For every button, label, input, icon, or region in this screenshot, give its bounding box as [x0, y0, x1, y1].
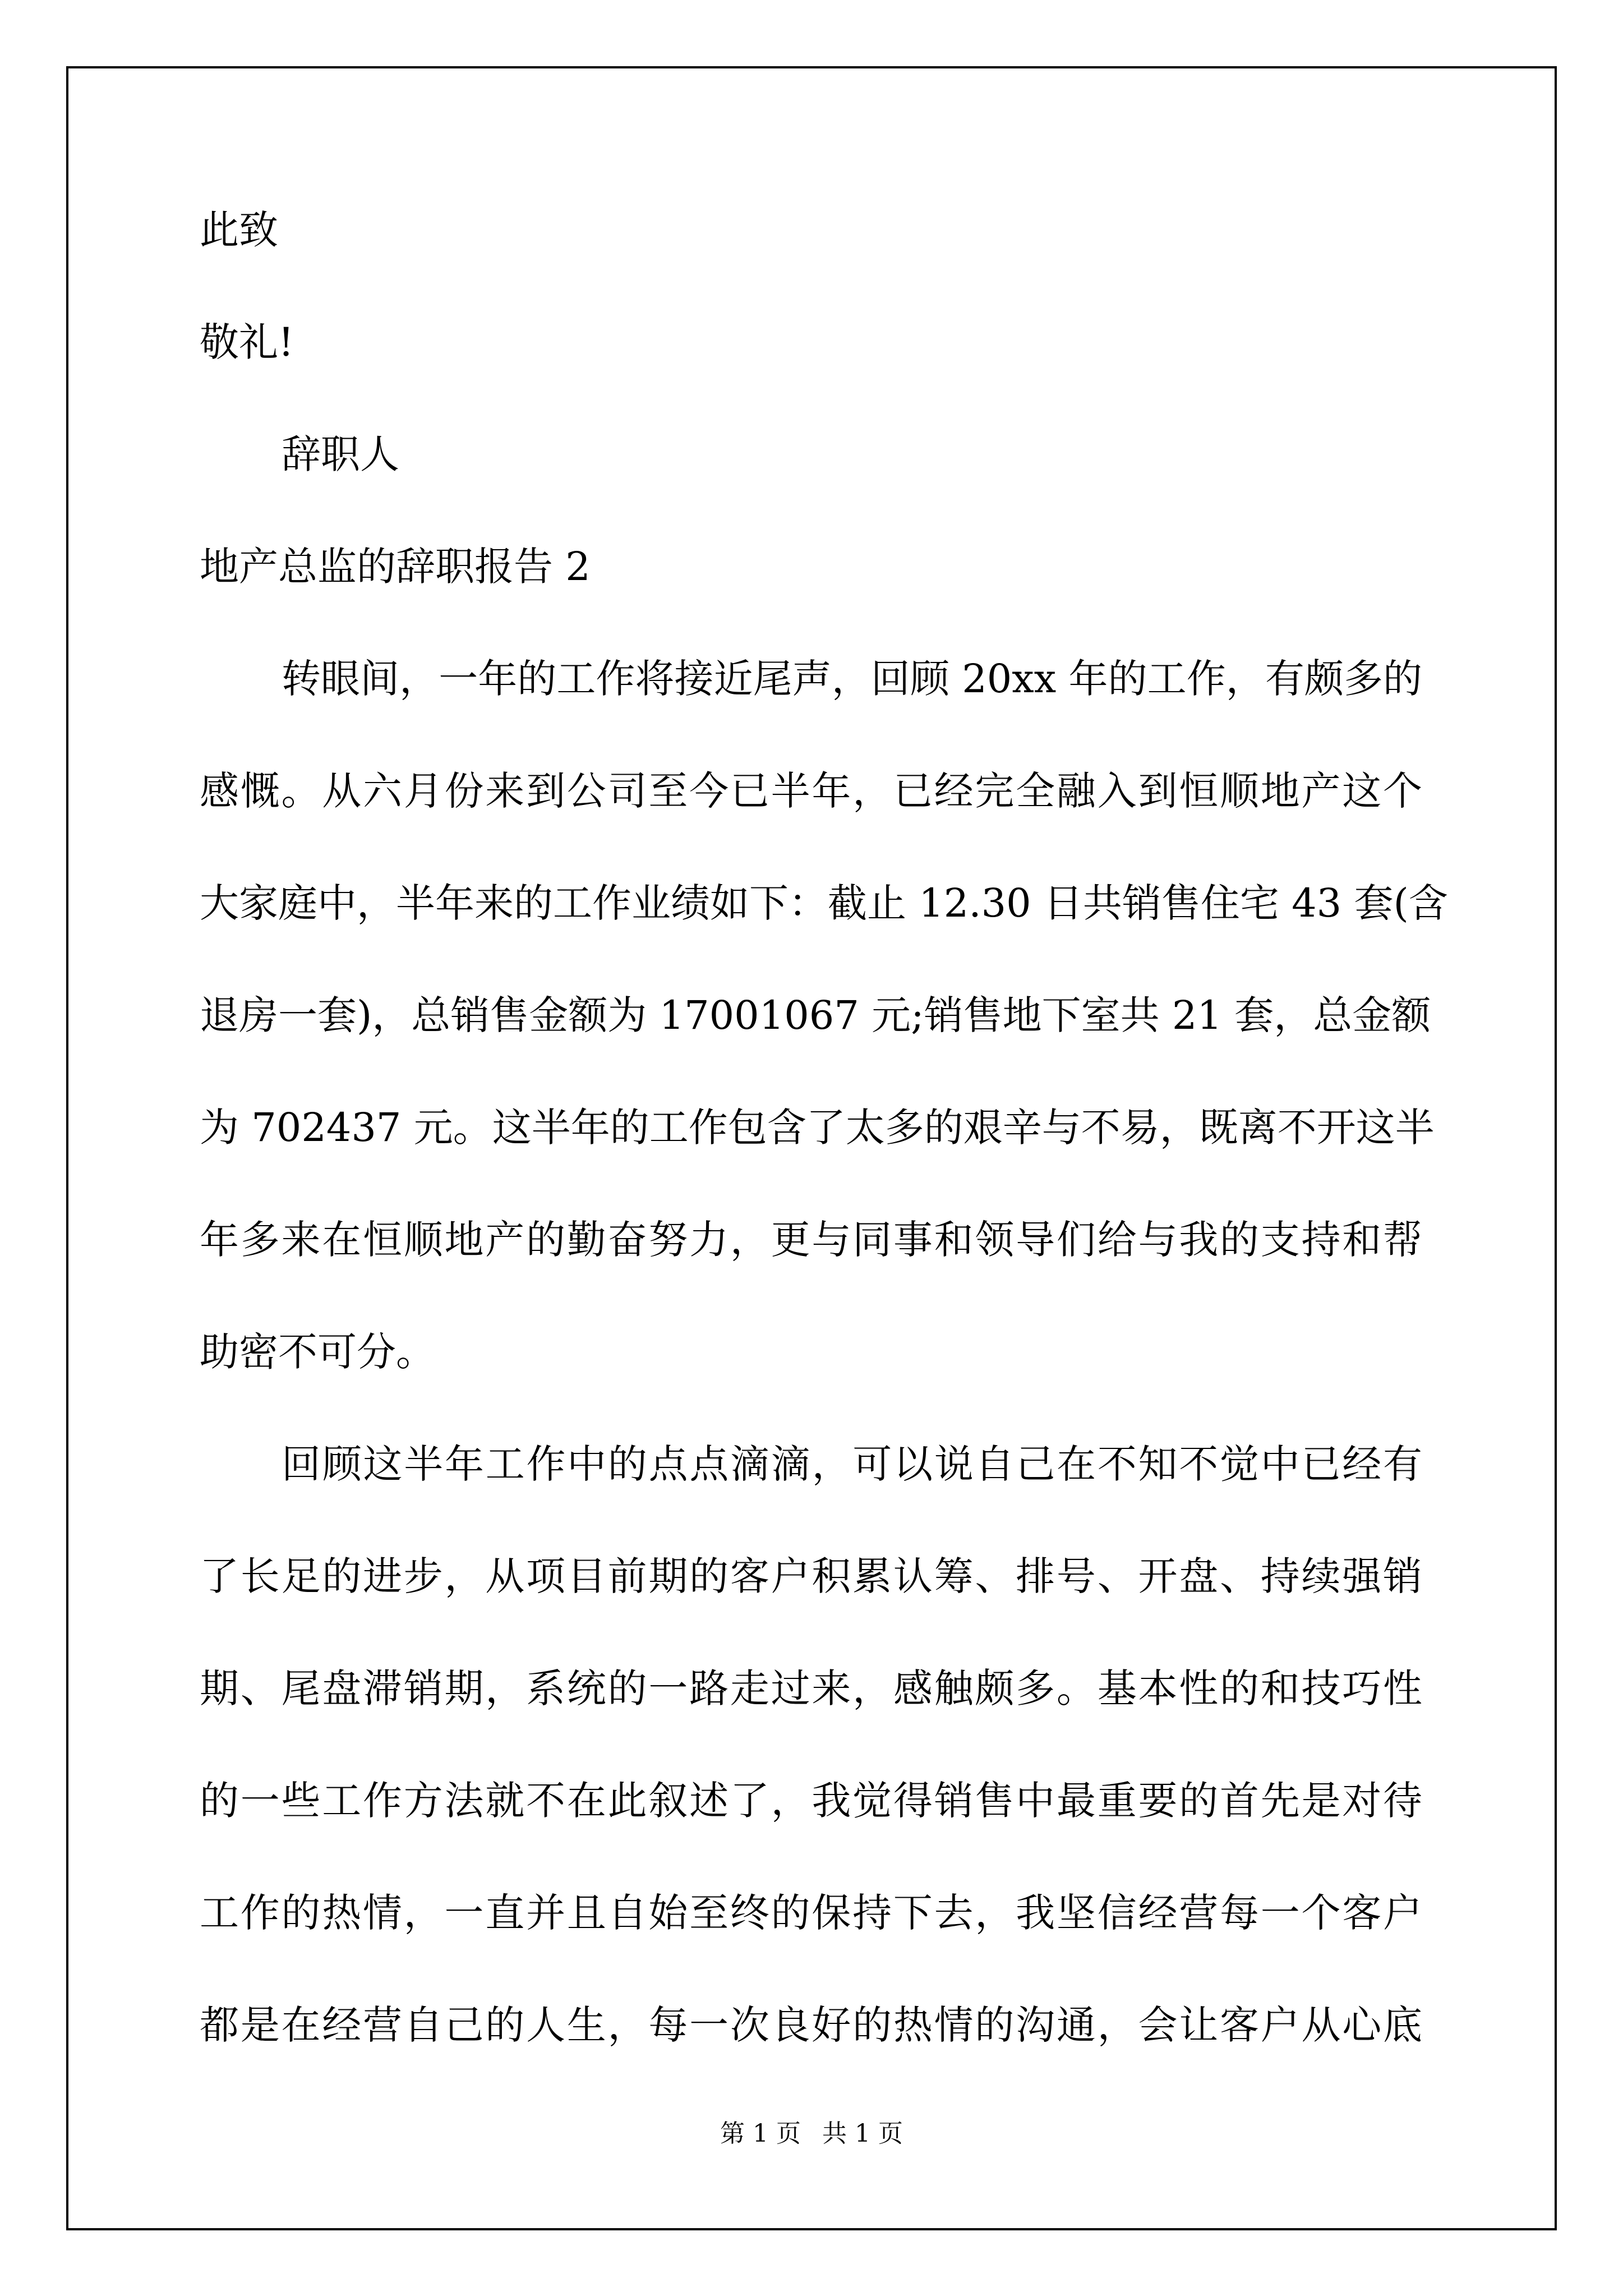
paragraph-2-line-1: 回顾这半年工作中的点点滴滴，可以说自己在不知不觉中已经有 — [282, 1441, 1422, 1487]
paragraph-1-line-6: 年多来在恒顺地产的勤奋努力，更与同事和领导们给与我的支持和帮 — [200, 1217, 1422, 1263]
closing-salutation: 此致 — [200, 207, 278, 253]
paragraph-2-line-2: 了长足的进步，从项目前期的客户积累认筹、排号、开盘、持续强销 — [200, 1553, 1422, 1599]
page-number: 第 1 页 — [720, 2119, 801, 2148]
paragraph-2-line-6: 都是在经营自己的人生，每一次良好的热情的沟通，会让客户从心底 — [200, 2002, 1422, 2048]
page-footer — [0, 2117, 1623, 2151]
paragraph-1-line-4: 退房一套)，总销售金额为 17001067 元;销售地下室共 21 套，总金额 — [200, 992, 1431, 1038]
paragraph-1-line-1: 转眼间，一年的工作将接近尾声，回顾 20xx 年的工作，有颇多的 — [282, 656, 1422, 702]
paragraph-2-line-4: 的一些工作方法就不在此叙述了，我觉得销售中最重要的首先是对待 — [200, 1778, 1422, 1824]
paragraph-1-line-5: 为 702437 元。这半年的工作包含了太多的艰辛与不易，既离不开这半 — [200, 1105, 1435, 1151]
closing-regards: 敬礼! — [200, 319, 294, 365]
page-total: 共 1 页 — [822, 2119, 903, 2148]
paragraph-1-line-7: 助密不可分。 — [200, 1329, 435, 1375]
paragraph-2-line-5: 工作的热情，一直并且自始至终的保持下去，我坚信经营每一个客户 — [200, 1890, 1422, 1936]
section-title: 地产总监的辞职报告 2 — [200, 544, 591, 590]
paragraph-1-line-3: 大家庭中，半年来的工作业绩如下：截止 12.30 日共销售住宅 43 套(含 — [200, 880, 1448, 926]
paragraph-2-line-3: 期、尾盘滞销期，系统的一路走过来，感触颇多。基本性的和技巧性 — [200, 1665, 1422, 1711]
signer-label: 辞职人 — [282, 431, 399, 477]
paragraph-1-line-2: 感慨。从六月份来到公司至今已半年，已经完全融入到恒顺地产这个 — [200, 768, 1422, 814]
